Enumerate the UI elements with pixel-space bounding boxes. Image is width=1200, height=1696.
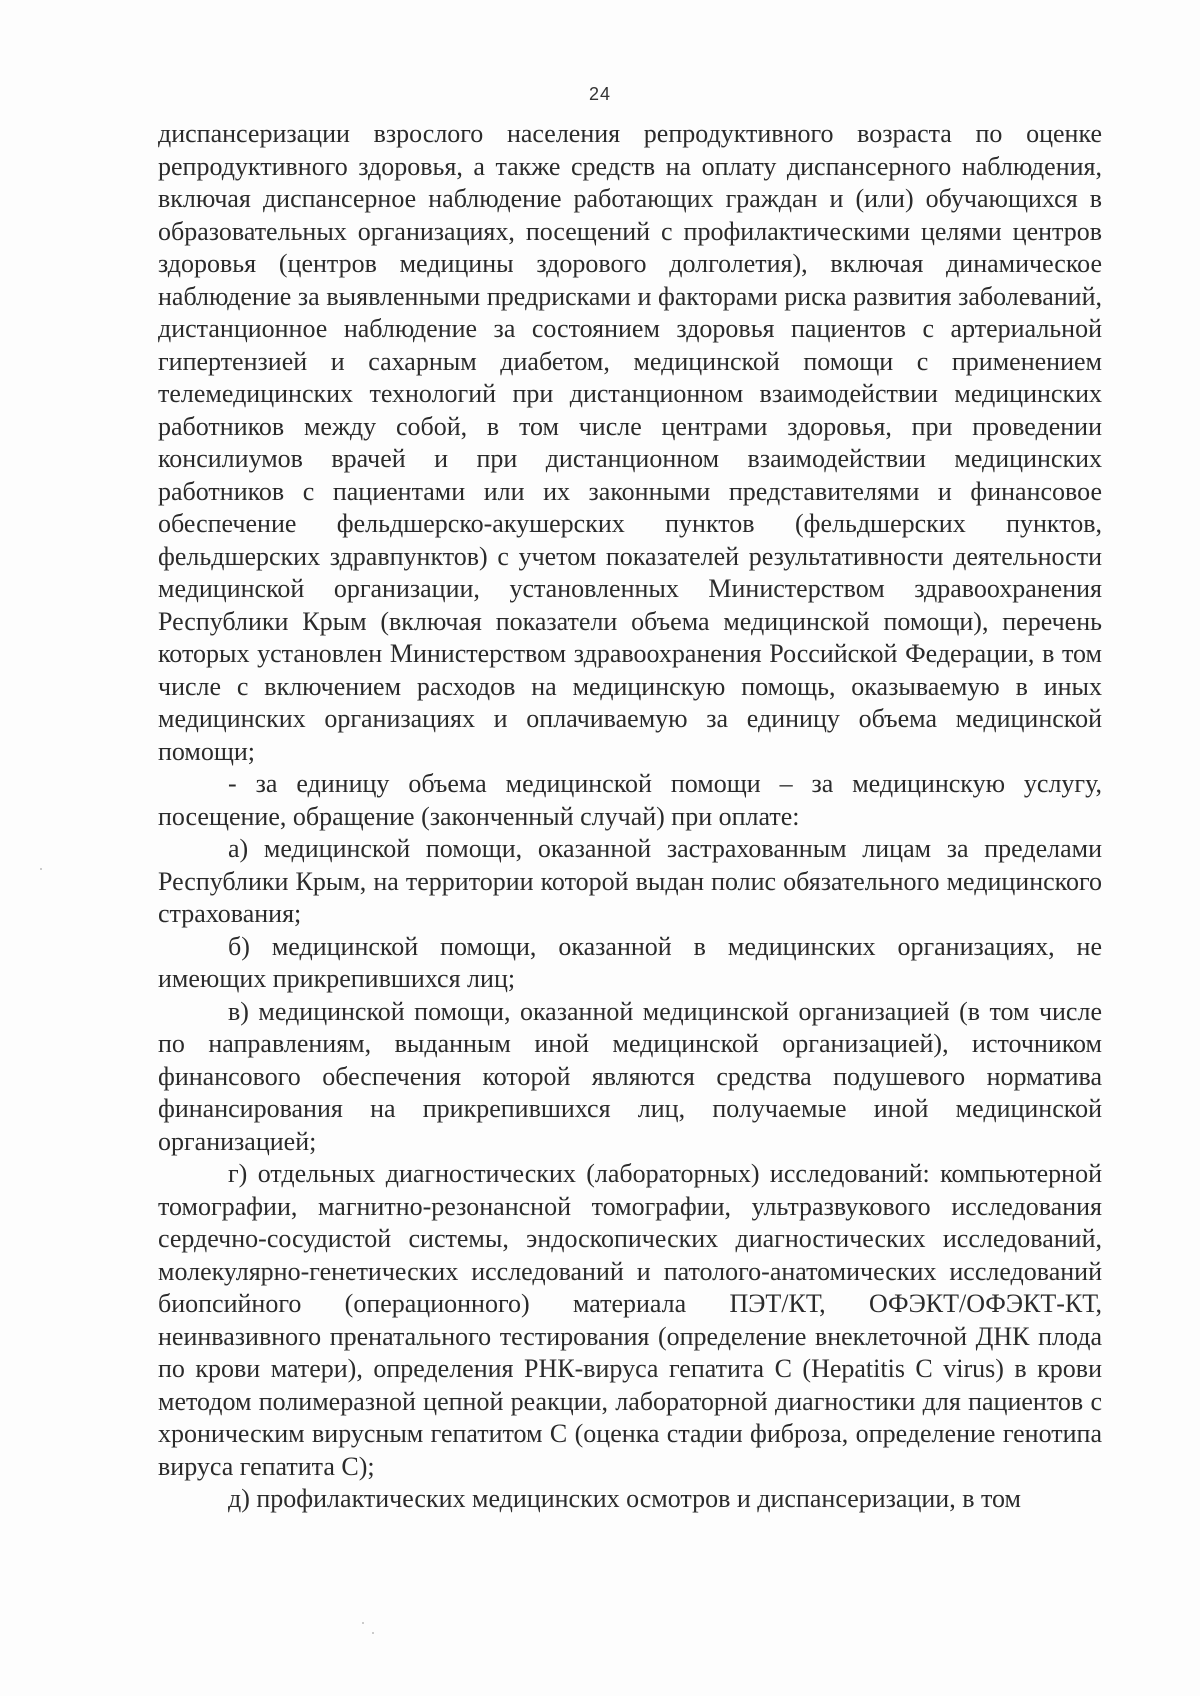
paragraph-item-v: в) медицинской помощи, оказанной медицинской организацией (в том числе по направлениям, выданным иной медицинской организацией), источником финансового обеспечения которой являются средства подушевого норматива финансирования на прикрепившихся лиц, получаемые иной медицинской организацией;	[158, 996, 1102, 1156]
paragraph-item-b: б) медицинской помощи, оказанной в медицинских организациях, не имеющих прикрепившихся лиц;	[158, 931, 1102, 993]
paragraph-unit-payment: - за единицу объема медицинской помощи – за медицинскую услугу, посещение, обращение (законченный случай) при оплате:	[158, 769, 1102, 831]
paragraph-item-a: а) медицинской помощи, оказанной застрахованным лицам за пределами Республики Крым, на территории которой выдан полис обязательного медицинского страхования;	[158, 834, 1102, 928]
document-body	[158, 118, 1102, 1516]
scan-artifact	[372, 1632, 374, 1634]
scan-artifact	[362, 1622, 364, 1624]
paragraph-item-d: д) профилактических медицинских осмотров и диспансеризации, в том	[228, 1484, 1021, 1513]
paragraph-item-g: г) отдельных диагностических (лабораторных) исследований: компьютерной томографии, магнитно-резонансной томографии, ультразвукового исследования сердечно-сосудистой системы, эндоскопических диагностических исследований, молекулярно-генетических исследований и патолого-анатомических исследований биопсийного (операционного) материала ПЭТ/КТ, ОФЭКТ/ОФЭКТ-КТ, неинвазивного пренатального тестирования (определение внеклеточной ДНК плода по крови матери), определения РНК-вируса гепатита С (Hepatitis C virus) в крови методом полимеразной цепной реакции, лабораторной диагностики для пациентов с хроническим вирусным гепатитом С (оценка стадии фиброза, определение генотипа вируса гепатита С);	[158, 1159, 1102, 1481]
page-number: 24	[588, 84, 612, 104]
paragraph-continuation: диспансеризации взрослого населения репродуктивного возраста по оценке репродуктивного здоровья, а также средств на оплату диспансерного наблюдения, включая диспансерное наблюдение работающих граждан и (или) обучающихся в образовательных организациях, посещений с профилактическими целями центров здоровья (центров медицины здорового долголетия), включая динамическое наблюдение за выявленными предрисками и факторами риска развития заболеваний, дистанционное наблюдение за состоянием здоровья пациентов с артериальной гипертензией и сахарным диабетом, медицинской помощи с применением телемедицинских технологий при дистанционном взаимодействии медицинских работников между собой, в том числе центрами здоровья, при проведении консилиумов врачей и при дистанционном взаимодействии медицинских работников с пациентами или их законными представителями и финансовое обеспечение фельдшерско-акушерских пунктов (фельдшерских пунктов, фельдшерских здравпунктов) с учетом показателей результативности деятельности медицинской организации, установленных Министерством здравоохранения Республики Крым (включая показатели объема медицинской помощи), перечень которых установлен Министерством здравоохранения Российской Федерации, в том числе с включением расходов на медицинскую помощь, оказываемую в иных медицинских организациях и оплачиваемую за единицу объема медицинской помощи;	[158, 119, 1102, 766]
scan-artifact	[40, 868, 42, 870]
